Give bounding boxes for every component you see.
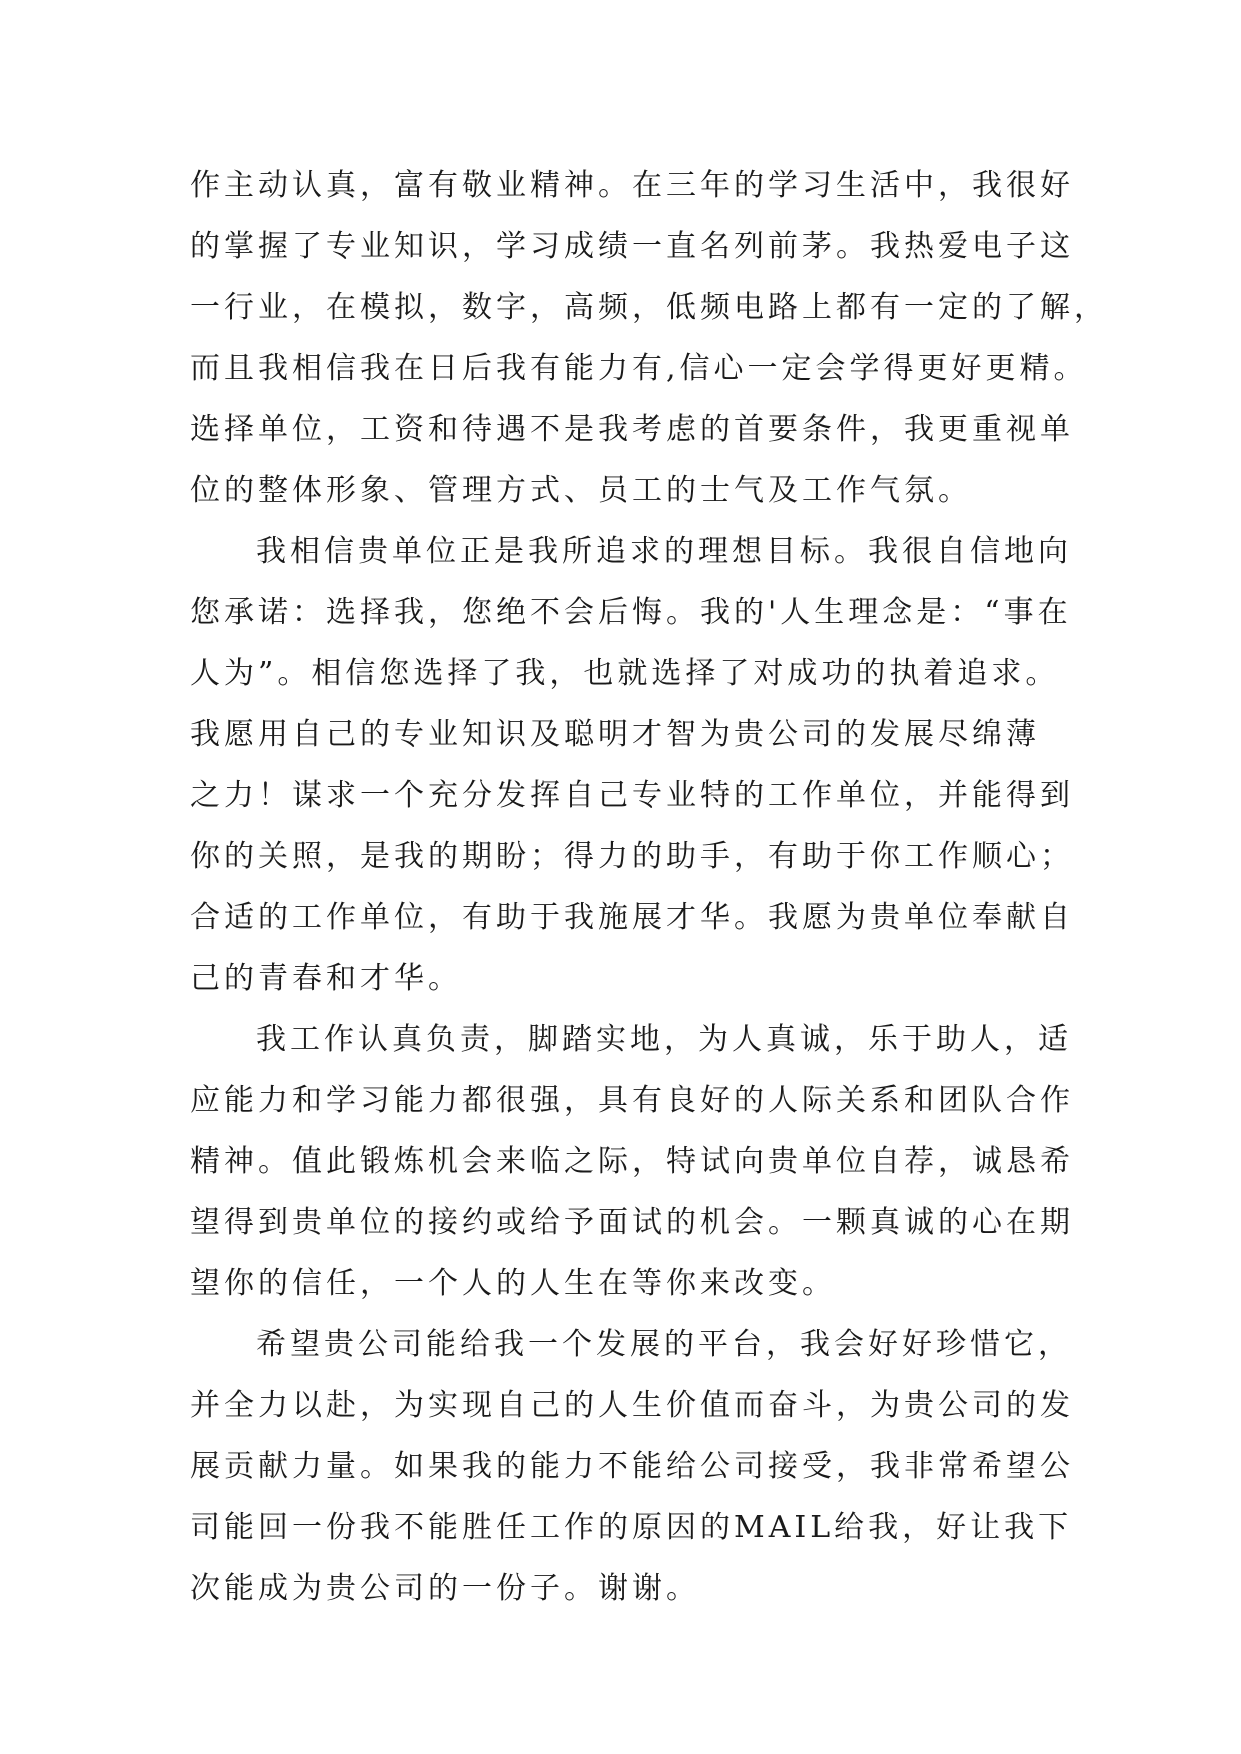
letter-body bbox=[190, 155, 1108, 1619]
text-line: 精神。值此锻炼机会来临之际，特试向贵单位自荐，诚恳希 bbox=[190, 1144, 1074, 1179]
text-line: 而且我相信我在日后我有能力有,信心一定会学得更好更精。 bbox=[190, 351, 1088, 386]
text-line: 望你的信任，一个人的人生在等你来改变。 bbox=[190, 1266, 836, 1301]
text-line: 次能成为贵公司的一份子。谢谢。 bbox=[190, 1571, 700, 1606]
paragraph-2 bbox=[190, 521, 1074, 1009]
text-line: 您承诺：选择我，您绝不会后悔。我的'人生理念是：“事在 bbox=[190, 595, 1072, 630]
text-line: 希望贵公司能给我一个发展的平台，我会好好珍惜它， bbox=[256, 1327, 1072, 1362]
text-line: 位的整体形象、管理方式、员工的士气及工作气氛。 bbox=[190, 473, 972, 508]
text-line: 我愿用自己的专业知识及聪明才智为贵公司的发展尽绵薄 bbox=[190, 717, 1040, 752]
text-line: 人为”。相信您选择了我，也就选择了对成功的执着追求。 bbox=[190, 656, 1060, 691]
text-line: 望得到贵单位的接约或给予面试的机会。一颗真诚的心在期 bbox=[190, 1205, 1074, 1240]
text-line: 合适的工作单位，有助于我施展才华。我愿为贵单位奉献自 bbox=[190, 900, 1074, 935]
text-line: 并全力以赴，为实现自己的人生价值而奋斗，为贵公司的发 bbox=[190, 1388, 1074, 1423]
text-line: 之力！谋求一个充分发挥自己专业特的工作单位，并能得到 bbox=[190, 778, 1074, 813]
text-line: 的掌握了专业知识，学习成绩一直名列前茅。我热爱电子这 bbox=[190, 229, 1074, 264]
text-line: 我相信贵单位正是我所追求的理想目标。我很自信地向 bbox=[256, 534, 1072, 569]
text-line: 作主动认真，富有敬业精神。在三年的学习生活中，我很好 bbox=[190, 168, 1074, 203]
text-line: 你的关照，是我的期盼；得力的助手，有助于你工作顺心； bbox=[190, 839, 1074, 874]
text-line: 己的青春和才华。 bbox=[190, 961, 462, 996]
text-line: 我工作认真负责，脚踏实地，为人真诚，乐于助人，适 bbox=[256, 1022, 1072, 1057]
text-line: 展贡献力量。如果我的能力不能给公司接受，我非常希望公 bbox=[190, 1449, 1074, 1484]
paragraph-4 bbox=[190, 1314, 1074, 1619]
paragraph-3 bbox=[190, 1009, 1074, 1314]
text-line: 选择单位，工资和待遇不是我考虑的首要条件，我更重视单 bbox=[190, 412, 1074, 447]
text-line: 司能回一份我不能胜任工作的原因的MAIL给我，好让我下 bbox=[190, 1510, 1073, 1545]
text-line: 一行业，在模拟，数字，高频，低频电路上都有一定的了解， bbox=[190, 290, 1108, 325]
text-line: 应能力和学习能力都很强，具有良好的人际关系和团队合作 bbox=[190, 1083, 1074, 1118]
paragraph-1 bbox=[190, 155, 1108, 521]
